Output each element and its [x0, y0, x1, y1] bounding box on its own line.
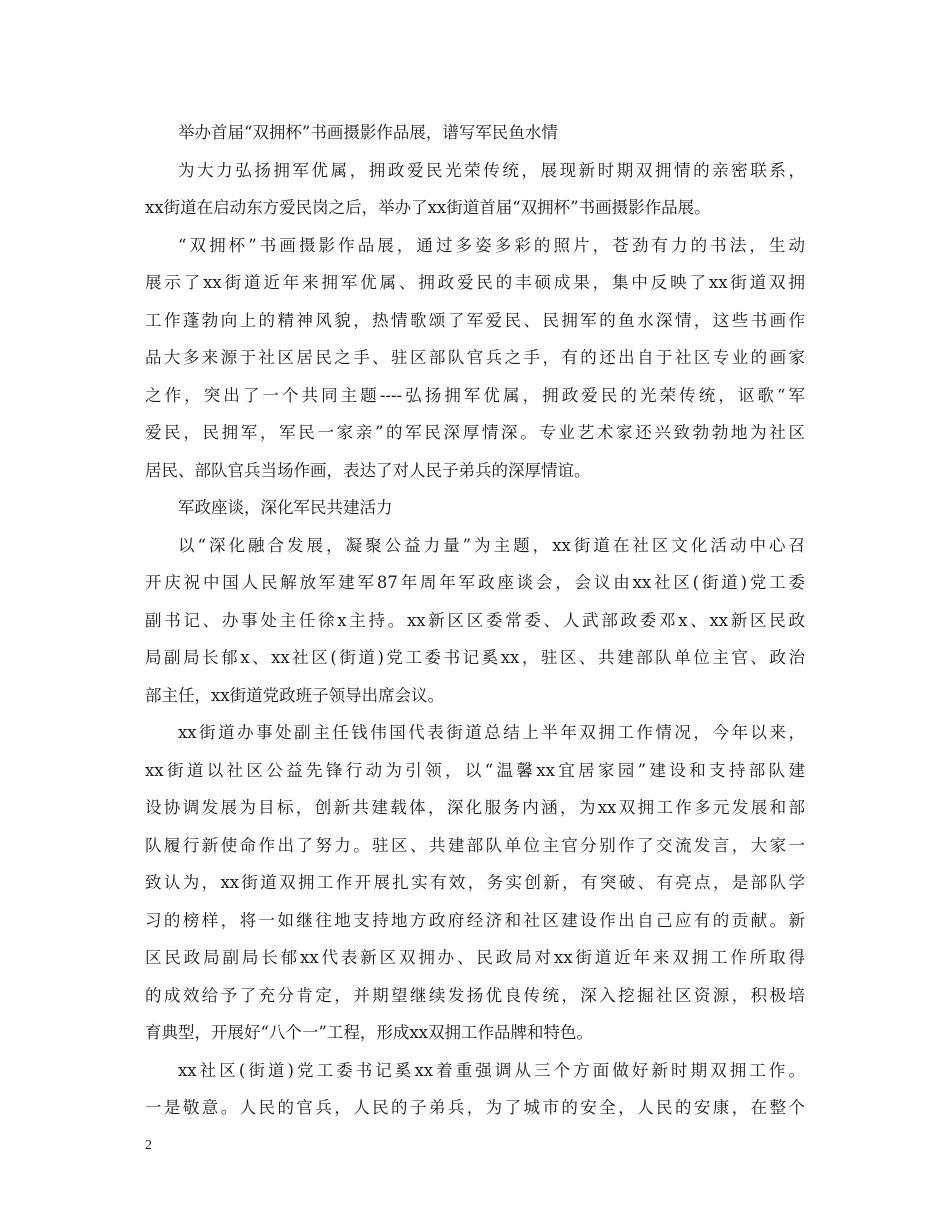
text-line: 开庆祝中国人民解放军建军87年周年军政座谈会，会议由xx社区(街道)党工委 [145, 573, 805, 592]
text-line: 举办首届“双拥杯”书画摄影作品展，谱写军民鱼水情 [178, 123, 558, 142]
text-line: 品大多来源于社区居民之手、驻区部队官兵之手，有的还出自于社区专业的画家 [145, 348, 805, 367]
text-line: 军政座谈，深化军民共建活力 [178, 498, 393, 517]
text-line: 设协调发展为目标，创新共建载体，深化服务内涵，为xx双拥工作多元发展和部 [145, 798, 805, 817]
text-line: 习的榜样，将一如继往地支持地方政府经济和社区建设作出自己应有的贡献。新 [145, 910, 805, 930]
text-line: 部主任，xx街道党政班子领导出席会议。 [145, 685, 445, 705]
text-line: 爱民，民拥军，军民一家亲”的军民深厚情深。专业艺术家还兴致勃勃地为社区 [145, 423, 805, 442]
text-line: 以“深化融合发展，凝聚公益力量”为主题，xx街道在社区文化活动中心召 [178, 535, 805, 555]
text-line: xx社区(街道)党工委书记奚xx着重强调从三个方面做好新时期双拥工作。 [178, 1060, 805, 1080]
page-number: 2 [145, 1138, 152, 1153]
text-line: xx街道以社区公益先锋行动为引领，以“温馨xx宜居家园”建设和支持部队建 [145, 760, 805, 780]
text-line: “双拥杯”书画摄影作品展，通过多姿多彩的照片，苍劲有力的书法，生动 [178, 235, 805, 255]
text-line: xx街道在启动东方爱民岗之后，举办了xx街道首届“双拥杯”书画摄影作品展。 [145, 198, 711, 217]
document-body [145, 114, 805, 1127]
text-line: 之作，突出了一个共同主题----弘扬拥军优属，拥政爱民的光荣传统，讴歌“军 [145, 385, 805, 405]
text-line: 副书记、办事处主任徐x主持。xx新区区委常委、人武部政委邓x、xx新区民政 [145, 610, 805, 630]
text-line: 队履行新使命作出了努力。驻区、共建部队单位主官分别作了交流发言，大家一 [145, 835, 805, 855]
text-line: 局副局长郁x、xx社区(街道)党工委书记奚xx，驻区、共建部队单位主官、政治 [145, 648, 805, 667]
text-line: xx街道办事处副主任钱伟国代表街道总结上半年双拥工作情况，今年以来， [178, 723, 805, 742]
text-line: 致认为，xx街道双拥工作开展扎实有效，务实创新，有突破、有亮点，是部队学 [145, 873, 805, 892]
text-line: 为大力弘扬拥军优属，拥政爱民光荣传统，展现新时期双拥情的亲密联系， [178, 160, 805, 180]
text-line: 育典型，开展好“八个一”工程，形成xx双拥工作品牌和特色。 [145, 1023, 593, 1042]
text-line: 区民政局副局长郁xx代表新区双拥办、民政局对xx街道近年来双拥工作所取得 [145, 948, 805, 967]
text-line: 一是敬意。人民的官兵，人民的子弟兵，为了城市的安全，人民的安康，在整个 [145, 1098, 805, 1117]
text-line: 工作蓬勃向上的精神风貌，热情歌颂了军爱民、民拥军的鱼水深情，这些书画作 [145, 310, 805, 330]
text-line: 的成效给予了充分肯定，并期望继续发扬优良传统，深入挖掘社区资源，积极培 [145, 985, 805, 1005]
text-line: 居民、部队官兵当场作画，表达了对人民子弟兵的深厚情谊。 [145, 460, 591, 480]
text-line: 展示了xx街道近年来拥军优属、拥政爱民的丰硕成果，集中反映了xx街道双拥 [145, 273, 805, 292]
